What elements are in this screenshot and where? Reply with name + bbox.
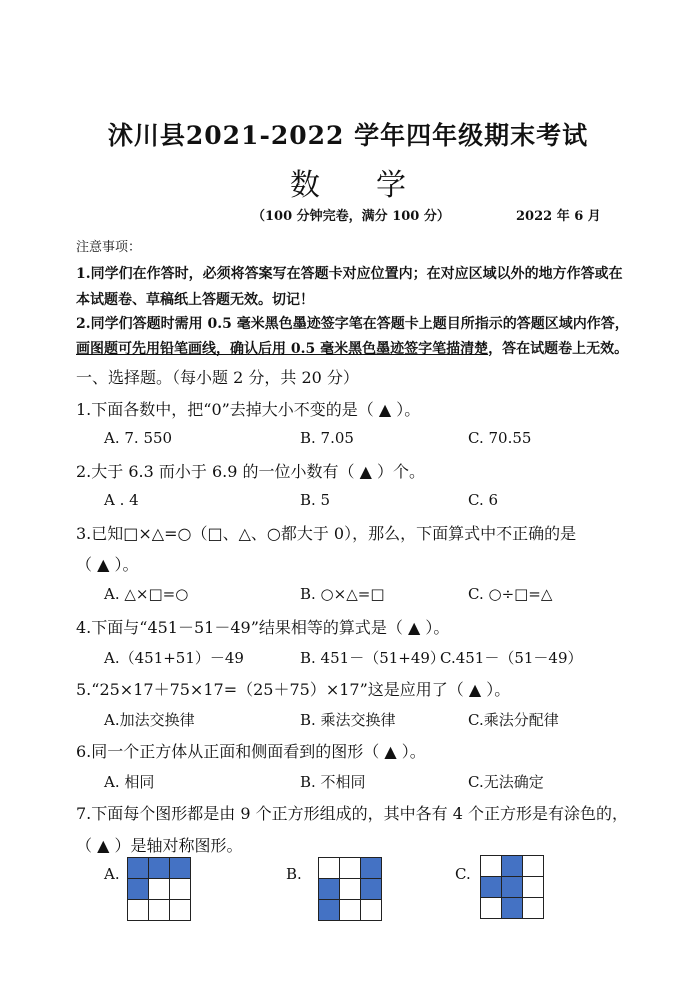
grid-c-cell: [481, 856, 502, 877]
grid-a-cell: [170, 900, 191, 921]
q1-option-c: C. 70.55: [468, 429, 532, 447]
grid-c-cell: [523, 856, 544, 877]
q2-option-a: A . 4: [104, 491, 139, 509]
question-7-stem-2: （ ▲ ）是轴对称图形。: [76, 836, 243, 855]
q7-option-a: A.: [104, 865, 120, 883]
grid-b-cell: [319, 879, 340, 900]
grid-a-cell: [128, 879, 149, 900]
section-heading: 一、选择题。（每小题 2 分，共 20 分）: [76, 368, 359, 387]
grid-c-cell: [502, 898, 523, 919]
question-7-stem: 7.下面每个图形都是由 9 个正方形组成的，其中各有 4 个正方形是有涂色的，: [76, 804, 628, 823]
q3-option-c: C. ○÷□=△: [468, 585, 553, 603]
grid-c-cell: [523, 898, 544, 919]
q3-option-b: B. ○×△=□: [300, 585, 385, 603]
grid-b-cell: [361, 879, 382, 900]
q6-option-c: C.无法确定: [468, 773, 544, 791]
notice-underlined: 画图题可先用铅笔画线，确认后用 0.5 毫米黑色墨迹签字笔描清楚: [76, 341, 489, 357]
grid-c-cell: [481, 898, 502, 919]
question-6-stem: 6.同一个正方体从正面和侧面看到的图形（ ▲ ）。: [76, 742, 426, 761]
q6-option-a: A. 相同: [104, 773, 155, 791]
exam-info: （100 分钟完卷，满分 100 分）: [252, 209, 450, 224]
grid-a-cell: [149, 858, 170, 879]
grid-c-cell: [502, 877, 523, 898]
grid-a-cell: [149, 879, 170, 900]
notice-rest: ，答在试题卷上无效。: [488, 341, 629, 357]
q5-option-c: C.乘法分配律: [468, 711, 559, 729]
grid-a-cell: [128, 858, 149, 879]
grid-b-cell: [319, 858, 340, 879]
q2-option-c: C. 6: [468, 491, 499, 509]
grid-c-cell: [523, 877, 544, 898]
q7-grid-c: [480, 855, 544, 919]
notice-line-1a: 1.同学们在作答时，必须将答案写在答题卡对应位置内；在对应区域以外的地方作答或在: [76, 266, 623, 282]
q7-grid-b: [318, 857, 382, 921]
grid-b-cell: [340, 900, 361, 921]
grid-b-cell: [361, 900, 382, 921]
notice-line-1b: 本试题卷、草稿纸上答题无效。切记！: [76, 292, 314, 308]
grid-b-cell: [361, 858, 382, 879]
q7-option-b: B.: [286, 865, 302, 883]
q6-option-b: B. 不相同: [300, 773, 366, 791]
q7-option-c: C.: [455, 865, 471, 883]
q4-option-b: B. 451－（51+49）: [300, 649, 445, 667]
grid-c-cell: [502, 856, 523, 877]
subject-char-1: 数: [290, 168, 320, 203]
grid-b-cell: [319, 900, 340, 921]
grid-a-cell: [128, 900, 149, 921]
q2-option-b: B. 5: [300, 491, 331, 509]
exam-date: 2022 年 6 月: [516, 209, 601, 224]
q3-option-a: A. △×□=○: [104, 585, 189, 603]
question-3-stem-2: （ ▲ ）。: [76, 555, 139, 574]
subject-char-2: 学: [376, 168, 406, 203]
grid-c-cell: [481, 877, 502, 898]
q1-option-b: B. 7.05: [300, 429, 354, 447]
question-4-stem: 4.下面与“451－51－49”结果相等的算式是（ ▲ ）。: [76, 618, 450, 637]
q4-option-a: A.（451+51）－49: [104, 649, 244, 667]
q5-option-b: B. 乘法交换律: [300, 711, 396, 729]
q7-grid-a: [127, 857, 191, 921]
question-3-stem: 3.已知□×△=○（□、△、○都大于 0），那么，下面算式中不正确的是: [76, 524, 577, 543]
grid-a-cell: [149, 900, 170, 921]
grid-b-cell: [340, 879, 361, 900]
q4-option-c: C.451－（51－49）: [440, 649, 583, 667]
question-5-stem: 5.“25×17＋75×17=（25＋75）×17”这是应用了（ ▲ ）。: [76, 680, 511, 699]
question-2-stem: 2.大于 6.3 而小于 6.9 的一位小数有（ ▲ ）个。: [76, 462, 425, 481]
question-1-stem: 1.下面各数中，把“0”去掉大小不变的是（ ▲ ）。: [76, 400, 421, 419]
q5-option-a: A.加法交换律: [104, 711, 195, 729]
subject-title: [0, 160, 696, 204]
notice-heading: 注意事项：: [76, 240, 142, 255]
q1-option-a: A. 7. 550: [104, 429, 173, 447]
exam-title: 沭川县2021-2022 学年四年级期末考试: [107, 121, 589, 150]
notice-line-2a: 2.同学们答题时需用 0.5 毫米黑色墨迹签字笔在答题卡上题目所指示的答题区域内作答，: [76, 316, 629, 332]
notice-line-2b: [76, 338, 628, 358]
grid-a-cell: [170, 858, 191, 879]
grid-a-cell: [170, 879, 191, 900]
grid-b-cell: [340, 858, 361, 879]
